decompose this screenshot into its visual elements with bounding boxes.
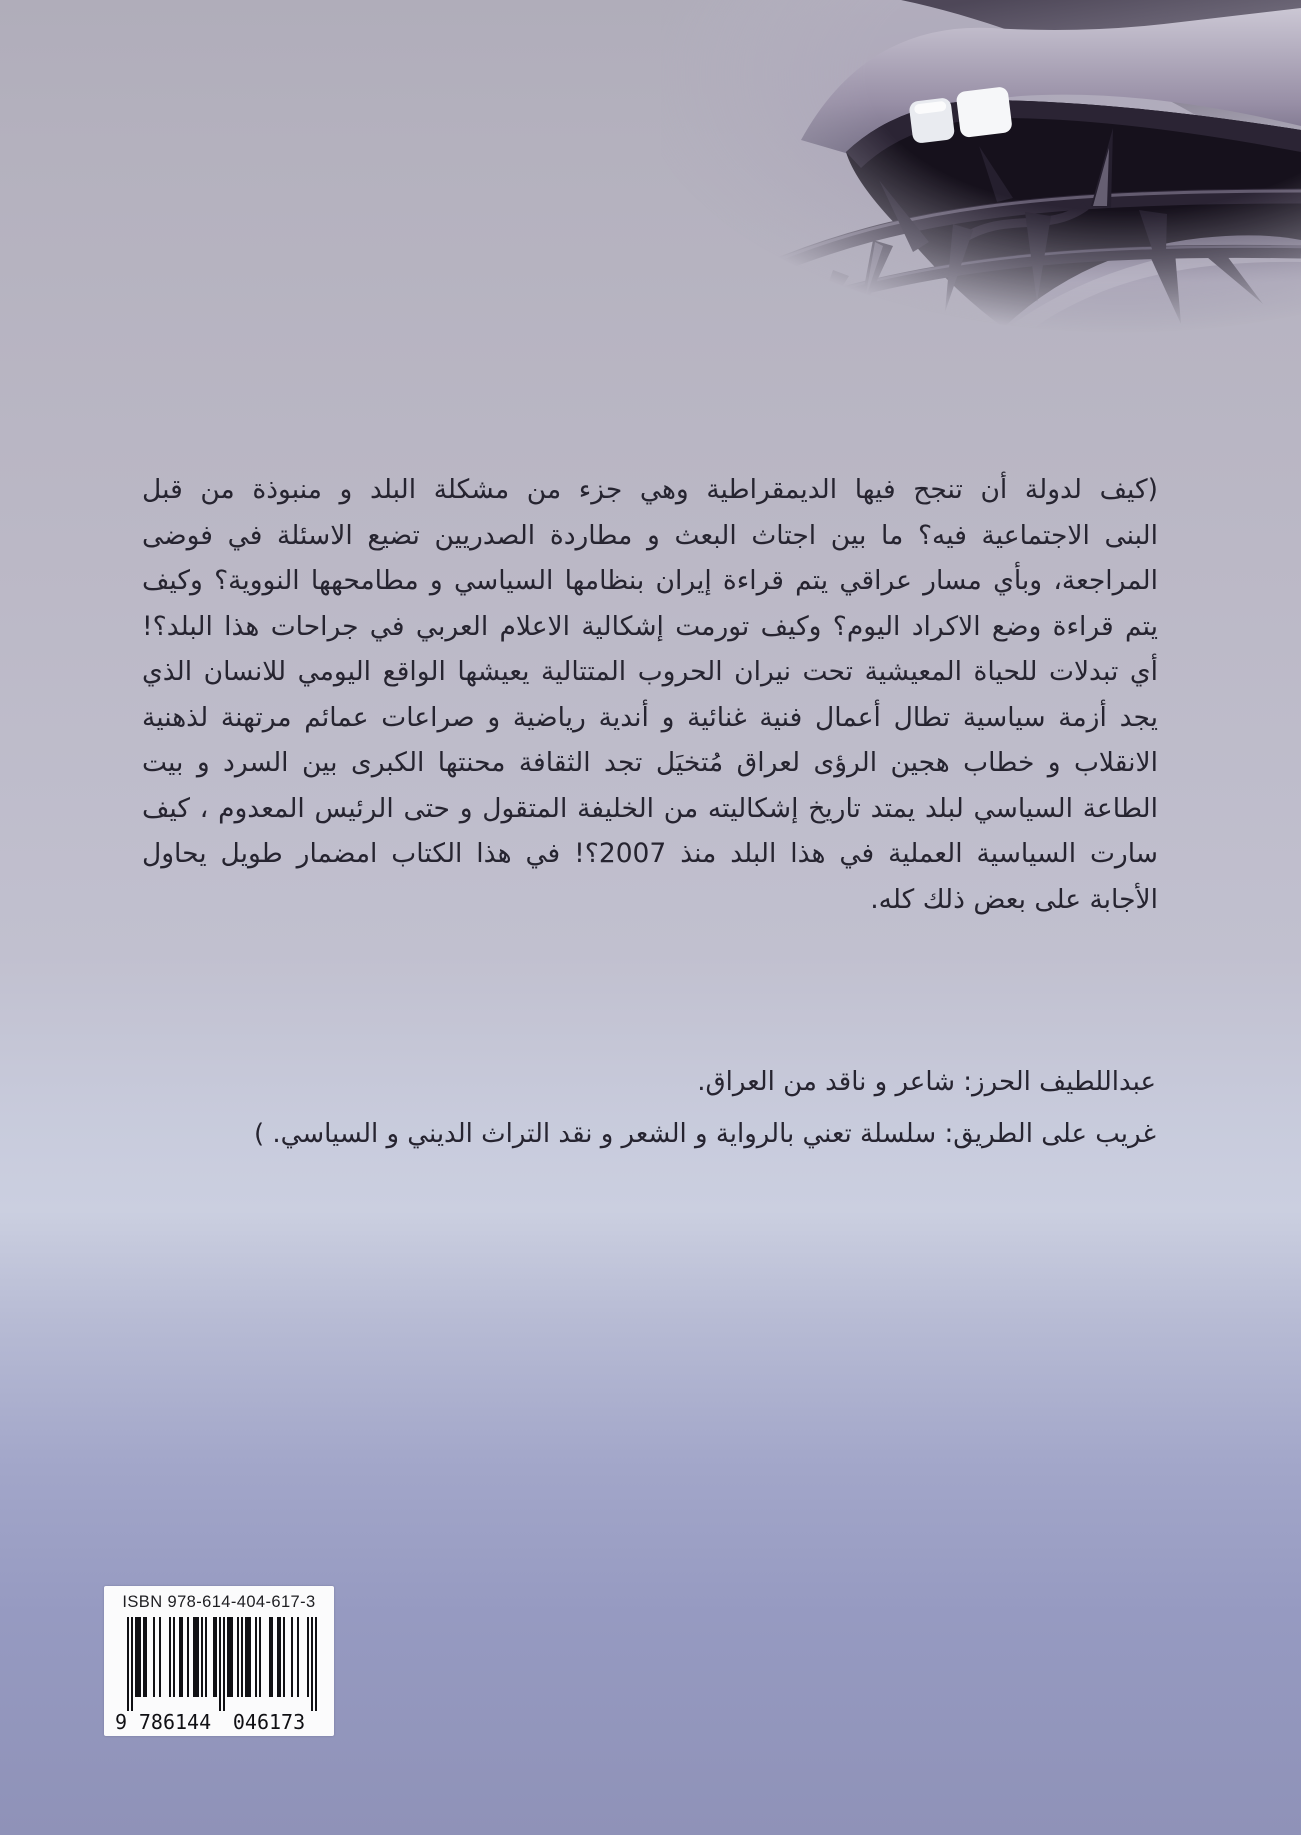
synopsis-line: (كيف لدولة أن تنجح فيها الديمقراطية وهي جزء من مشكلة البلد و منبوذة من قبل (142, 474, 1158, 505)
synopsis-line: الانقلاب و خطاب هجين الرؤى لعراق مُتخيَل تجد الثقافة محنتها الكبرى بين السرد و بيت (142, 747, 1158, 778)
author-note (145, 1056, 1156, 1160)
synopsis-line: المراجعة، وبأي مسار عراقي يتم قراءة إيران بنظامها السياسي و مطامحهها النووية؟ وكيف (142, 565, 1158, 596)
svg-text:046173: 046173 (232, 1710, 306, 1733)
series-line: غريب على الطريق: سلسلة تعني بالرواية و الشعر و نقد التراث الديني و السياسي. ) (253, 1119, 1156, 1149)
author-line: عبداللطيف الحرز: شاعر و ناقد من العراق. (697, 1067, 1156, 1097)
svg-text:786144: 786144 (138, 1710, 212, 1733)
synopsis-line: يتم قراءة وضع الاكراد اليوم؟ وكيف تورمت إشكالية الاعلام العربي في جراحات هذا البلد؟! (142, 610, 1158, 642)
synopsis-line: البنى الاجتماعية فيه؟ ما بين اجتاث البعث و مطاردة الصدريين تضيع الاسئلة في فوضى (142, 519, 1158, 551)
synopsis-line: سارت السياسية العملية في هذا البلد منذ 2007؟! في هذا الكتاب امضمار طويل يحاول (142, 838, 1158, 869)
isbn-barcode (104, 1586, 334, 1736)
synopsis-line: الطاعة السياسي لبلد يمتد تاريخ إشكاليته من الخليفة المتقول و حتى الرئيس المعدوم ، كيف (142, 792, 1158, 824)
synopsis-line: الأجابة على بعض ذلك كله. (870, 883, 1158, 915)
mouth-thorns-photo (661, 0, 1301, 340)
isbn-label: ISBN 978-614-404-617-3 (122, 1593, 316, 1611)
synopsis-line: يجد أزمة سياسية تطال أعمال فنية غنائية و أندية رياضية و صراعات عمائم مرتهنة لذهنية (142, 701, 1158, 733)
synopsis-line: أي تبدلات للحياة المعيشية تحت نيران الحروب المتتالية يعيشها الواقع اليومي للانسان الذي (142, 656, 1158, 687)
svg-text:9: 9 (115, 1710, 128, 1733)
ean13-barcode (115, 1615, 323, 1733)
synopsis-paragraph (142, 467, 1158, 922)
